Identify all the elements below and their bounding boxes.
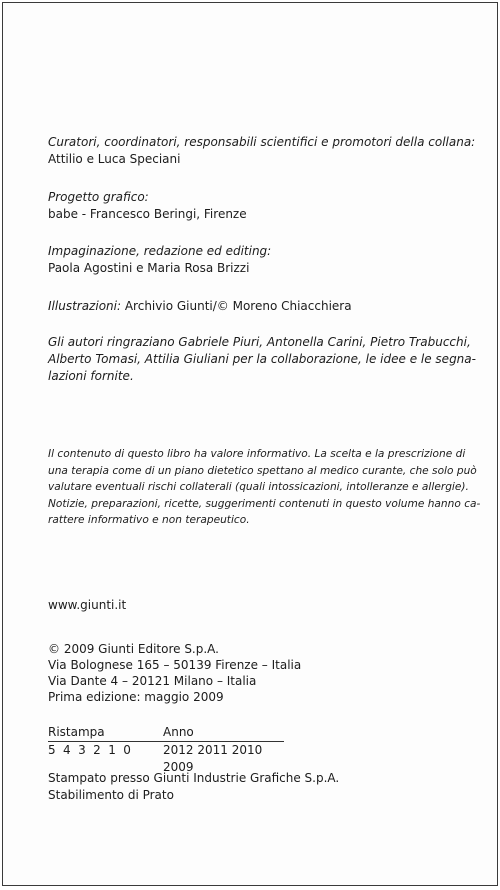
address-line: Via Bolognese 165 – 50139 Firenze – Italia bbox=[48, 658, 302, 672]
printer-line: Stampato presso Giunti Industrie Grafiche S.p.A. bbox=[48, 771, 340, 785]
print-history-table bbox=[48, 724, 284, 774]
disclaimer-line: Il contenuto di questo libro ha valore informativo. La scelta e la prescrizione di bbox=[48, 448, 466, 460]
editing-credit bbox=[48, 243, 473, 277]
print-history-row bbox=[48, 742, 284, 774]
address-line: Via Dante 4 – 20121 Milano – Italia bbox=[48, 674, 257, 688]
illustrations-credit bbox=[48, 298, 473, 315]
disclaimer-line: rattere informativo e non terapeutico. bbox=[48, 514, 250, 527]
acknowledgements bbox=[48, 334, 476, 385]
design-label: Progetto grafico: bbox=[48, 190, 149, 204]
publisher-imprint bbox=[48, 641, 473, 705]
disclaimer-line: Notizie, preparazioni, ricette, suggerimenti contenuti in questo volume hanno ca- bbox=[48, 497, 481, 510]
curators-label: Curatori, coordinatori, responsabili scientifici e promotori della collana: bbox=[48, 135, 476, 149]
disclaimer bbox=[48, 446, 481, 529]
printer-line: Stabilimento di Prato bbox=[48, 788, 174, 802]
disclaimer-line: una terapia come di un piano dietetico spettano al medico curante, che solo può bbox=[48, 464, 477, 477]
edition-line: Prima edizione: maggio 2009 bbox=[48, 690, 224, 704]
copyright-line: © 2009 Giunti Editore S.p.A. bbox=[48, 642, 219, 656]
reprint-column-header: Ristampa bbox=[48, 725, 105, 739]
website-url: www.giunti.it bbox=[48, 598, 127, 612]
disclaimer-line: valutare eventuali rischi collaterali (quali intossicazioni, intolleranze e allergie). bbox=[48, 481, 469, 494]
thanks-line: Alberto Tomasi, Attilia Giuliani per la collaborazione, le idee e le segna- bbox=[48, 352, 476, 366]
design-credit bbox=[48, 189, 473, 223]
editing-value: Paola Agostini e Maria Rosa Brizzi bbox=[48, 261, 250, 275]
thanks-line: lazioni fornite. bbox=[48, 369, 134, 383]
curators-value: Attilio e Luca Speciani bbox=[48, 152, 181, 166]
reprint-numbers: 5 4 3 2 1 0 bbox=[48, 743, 133, 757]
colophon-page bbox=[2, 2, 498, 886]
year-numbers: 2012 2011 2010 2009 bbox=[163, 743, 263, 774]
illustrations-label: Illustrazioni: bbox=[48, 299, 122, 313]
website bbox=[48, 597, 473, 614]
thanks-line: Gli autori ringraziano Gabriele Piuri, Antonella Carini, Pietro Trabucchi, bbox=[48, 335, 471, 349]
design-value: babe - Francesco Beringi, Firenze bbox=[48, 207, 247, 221]
illustrations-value: Archivio Giunti/© Moreno Chiacchiera bbox=[124, 299, 352, 313]
editing-label: Impaginazione, redazione ed editing: bbox=[48, 244, 272, 258]
printer-info bbox=[48, 770, 473, 804]
print-history-header bbox=[48, 724, 284, 742]
year-column-header: Anno bbox=[163, 725, 194, 739]
curators-credit bbox=[48, 134, 476, 168]
